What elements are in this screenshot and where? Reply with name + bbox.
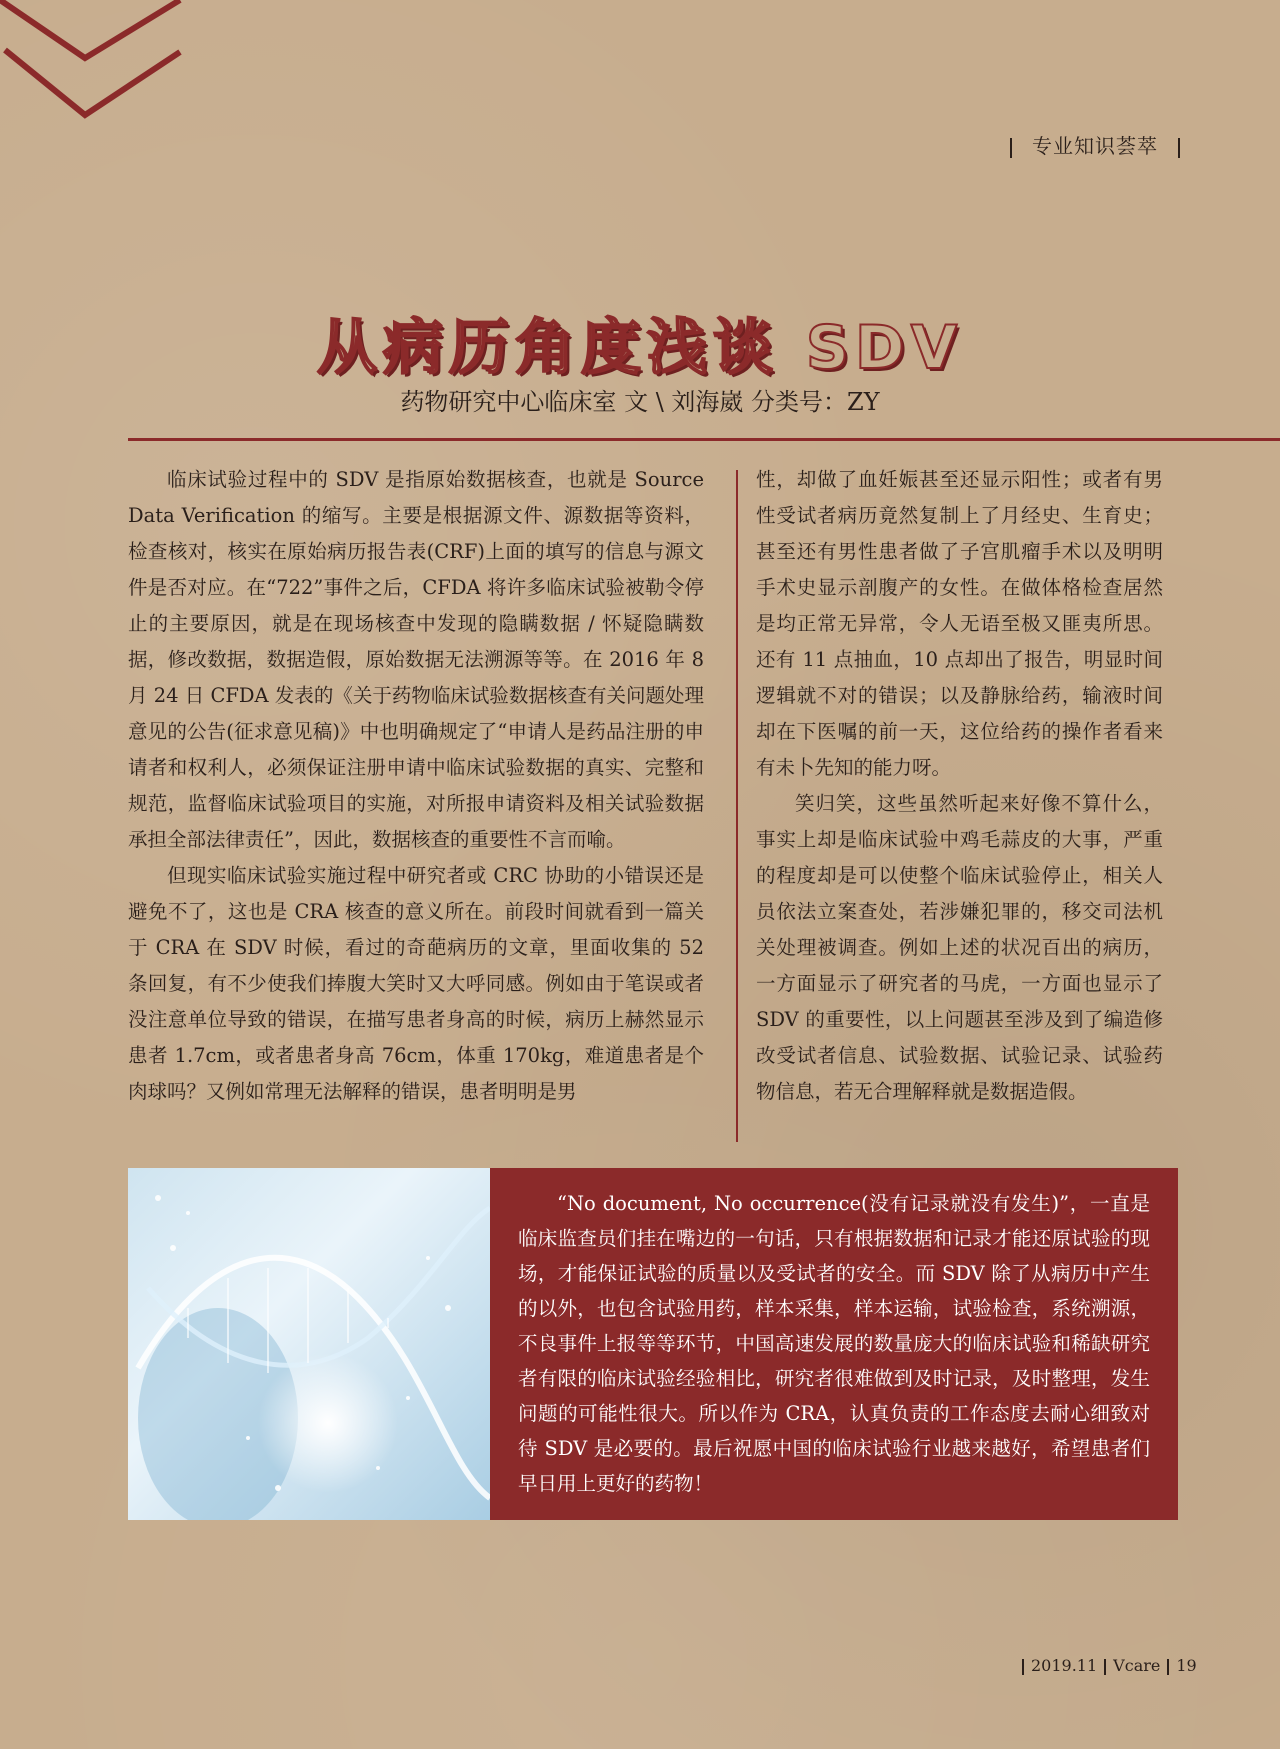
- footer-page-number: 19: [1176, 1656, 1197, 1675]
- closing-panel: [490, 1168, 1178, 1520]
- footer-divider: [1104, 1659, 1106, 1675]
- header-divider: [1178, 138, 1180, 158]
- dna-helix-image: [128, 1168, 490, 1520]
- paragraph: 笑归笑，这些虽然听起来好像不算什么，事实上却是临床试验中鸡毛蒜皮的大事，严重的程度却是可以使整个临床试验停止，相关人员依法立案查处，若涉嫌犯罪的，移交司法机关处理被调查。例如上述的状况百出的病历，一方面显示了研究者的马虎，一方面也显示了 SDV 的重要性，以上问题甚至涉及到了编造修改受试者信息、试验数据、试验记录、试验药物信息，若无合理解释就是数据造假。: [756, 792, 1163, 1103]
- paragraph: 临床试验过程中的 SDV 是指原始数据核查，也就是 Source Data Verification 的缩写。主要是根据源文件、源数据等资料，检查核对，核实在原始病历报告表(CRF)上面的填写的信息与源文件是否对应。在“722”事件之后，CFDA 将许多临床试验被勒令停止的主要原因，就是在现场核查中发现的隐瞒数据 / 怀疑隐瞒数据，修改数据，数据造假，原始数据无法溯源等等。在 2016 年 8 月 24 日 CFDA 发表的《关于药物临床试验数据核查有关问题处理意见的公告(征求意见稿)》中也明确规定了“申请人是药品注册的申请者和权利人，必须保证注册申请中临床试验数据的真实、完整和规范，监督临床试验项目的实施，对所报申请资料及相关试验数据承担全部法律责任”，因此，数据核查的重要性不言而喻。: [128, 468, 704, 851]
- left-column: [128, 462, 704, 1110]
- page-footer: [1015, 1656, 1197, 1675]
- article-byline: 药物研究中心临床室 文 \ 刘海崴 分类号：ZY: [400, 388, 880, 416]
- article-title: 从病历角度浅谈 SDV: [316, 313, 964, 383]
- footer-issue: 2019.11: [1031, 1656, 1098, 1675]
- header-divider: [1010, 138, 1012, 158]
- right-column: [756, 462, 1163, 1110]
- footer-divider: [1022, 1659, 1024, 1675]
- paragraph: 但现实临床试验实施过程中研究者或 CRC 协助的小错误还是避免不了，这也是 CRA 核查的意义所在。前段时间就看到一篇关于 CRA 在 SDV 时候，看过的奇葩病历的文章，里面收集的 52 条回复，有不少使我们捧腹大笑时又大呼同感。例如由于笔误或者没注意单位导致的错误，在描写患者身高的时候，病历上赫然显示患者 1.7cm，或者患者身高 76cm，体重 170kg，难道患者是个肉球吗？又例如常理无法解释的错误，患者明明是男: [128, 864, 704, 1103]
- section-header: [990, 130, 1200, 159]
- title-rule: [128, 438, 1280, 441]
- paragraph: 性，却做了血妊娠甚至还显示阳性；或者有男性受试者病历竟然复制上了月经史、生育史；甚至还有男性患者做了子宫肌瘤手术以及明明手术史显示剖腹产的女性。在做体格检查居然是均正常无异常，令人无语至极又匪夷所思。还有 11 点抽血，10 点却出了报告，明显时间逻辑就不对的错误；以及静脉给药，输液时间却在下医嘱的前一天，这位给药的操作者看来有未卜先知的能力呀。: [756, 468, 1163, 779]
- closing-paragraph: “No document, No occurrence(没有记录就没有发生)”，一直是临床监查员们挂在嘴边的一句话，只有根据数据和记录才能还原试验的现场，才能保证试验的质量以及受试者的安全。而 SDV 除了从病历中产生的以外，也包含试验用药，样本采集，样本运输，试验检查，系统溯源，不良事件上报等等环节，中国高速发展的数量庞大的临床试验和稀缺研究者有限的临床试验经验相比，研究者很难做到及时记录，及时整理，发生问题的可能性很大。所以作为 CRA，认真负责的工作态度去耐心细致对待 SDV 是必要的。最后祝愿中国的临床试验行业越来越好，希望患者们早日用上更好的药物！: [518, 1192, 1150, 1495]
- footer-divider: [1167, 1659, 1169, 1675]
- column-divider: [736, 470, 738, 1142]
- double-chevron-down-icon: [0, 0, 190, 130]
- footer-magazine: Vcare: [1113, 1656, 1161, 1675]
- section-label: 专业知识荟萃: [1032, 134, 1158, 158]
